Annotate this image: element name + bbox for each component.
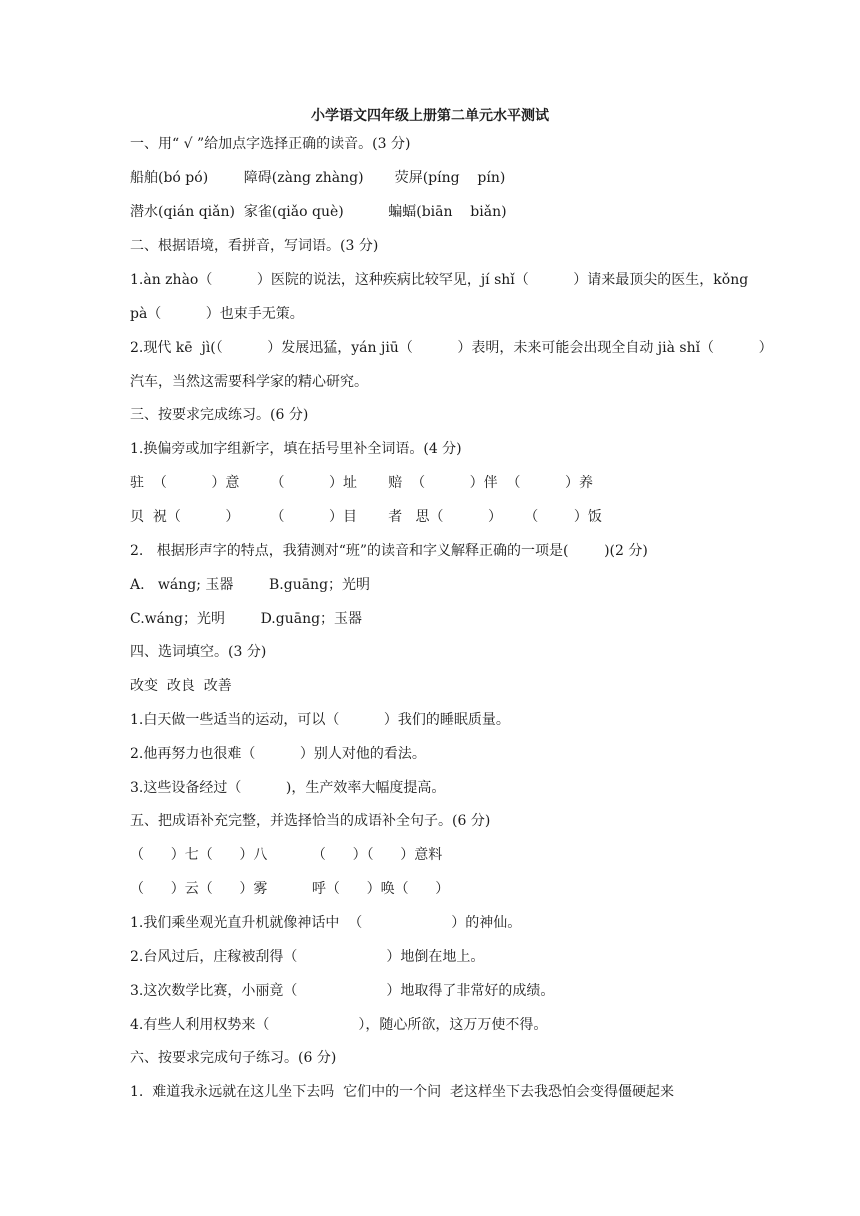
question-3-2-prompt: 2. 根据形声字的特点，我猜测对“班”的读音和字义解释正确的一项是( )(2 分) — [130, 543, 648, 559]
word-choices: 改变 改良 改善 — [130, 678, 232, 694]
pinyin-choice-row-2: 潜水(qián qiǎn) 家雀(qiǎo què) 蝙蝠(biān biǎn) — [130, 204, 507, 220]
question-3-2-options-ab: A. wáng; 玉器 B.guāng；光明 — [130, 577, 371, 593]
section-3-heading: 三、按要求完成练习。(6 分) — [130, 407, 309, 423]
question-4-1: 1.白天做一些适当的运动，可以（ ）我们的睡眠质量。 — [130, 712, 510, 728]
question-3-2-options-cd: C.wáng；光明 D.guāng；玉器 — [130, 611, 363, 627]
question-2-2-line-1: 2.现代 kē jì(（ ）发展迅猛，yán jiū（ ）表明，未来可能会出现全自动 jià shǐ（ ） — [130, 340, 773, 356]
section-6-heading: 六、按要求完成句子练习。(6 分) — [130, 1050, 337, 1066]
section-5-heading: 五、把成语补充完整，并选择恰当的成语补全句子。(6 分) — [130, 813, 491, 829]
question-3-1-prompt: 1.换偏旁或加字组新字，填在括号里补全词语。(4 分) — [130, 441, 462, 457]
idiom-row-1: （ ）七（ ）八 （ ）（ ）意料 — [130, 847, 443, 863]
question-3-1-row-1: 驻 （ ）意 （ ）址 赔 （ ）伴 （ ）养 — [130, 475, 594, 491]
question-2-2-line-2: 汽车，当然这需要科学家的精心研究。 — [130, 374, 368, 390]
question-2-1-line-2: pà（ ）也束手无策。 — [130, 306, 304, 322]
question-4-2: 2.他再努力也很难（ ）别人对他的看法。 — [130, 746, 426, 762]
idiom-row-2: （ ）云（ ）雾 呼（ ）唤（ ） — [130, 881, 450, 897]
section-4-heading: 四、选词填空。(3 分) — [130, 644, 267, 660]
question-4-3: 3.这些设备经过（ )，生产效率大幅度提高。 — [130, 780, 446, 796]
question-5-1: 1.我们乘坐观光直升机就像神话中 （ ）的神仙。 — [130, 915, 522, 931]
question-5-4: 4.有些人利用权势来（ ），随心所欲，这万万使不得。 — [130, 1017, 548, 1033]
pinyin-choice-row-1: 船舶(bó pó) 障碍(zàng zhàng) 荧屏(píng pín) — [130, 170, 506, 186]
question-5-3: 3.这次数学比赛，小丽竟（ ）地取得了非常好的成绩。 — [130, 983, 555, 999]
question-3-1-row-2: 贝 祝（ ） （ ）目 者 思（ ） （ ）饭 — [130, 509, 602, 525]
section-1-heading: 一、用“ √ ”给加点字选择正确的读音。(3 分) — [130, 136, 411, 152]
section-2-heading: 二、根据语境，看拼音，写词语。(3 分) — [130, 238, 379, 254]
question-6-1: 1. 难道我永远就在这儿坐下去吗 它们中的一个问 老这样坐下去我恐怕会变得僵硬起来 — [130, 1084, 675, 1100]
exam-title: 小学语文四年级上册第二单元水平测试 — [311, 108, 549, 124]
question-2-1-line-1: 1.àn zhào（ ）医院的说法，这种疾病比较罕见，jí shǐ（ ）请来最顶尖的医生，kǒng — [130, 272, 749, 288]
question-5-2: 2.台风过后，庄稼被刮得（ ）地倒在地上。 — [130, 949, 485, 965]
